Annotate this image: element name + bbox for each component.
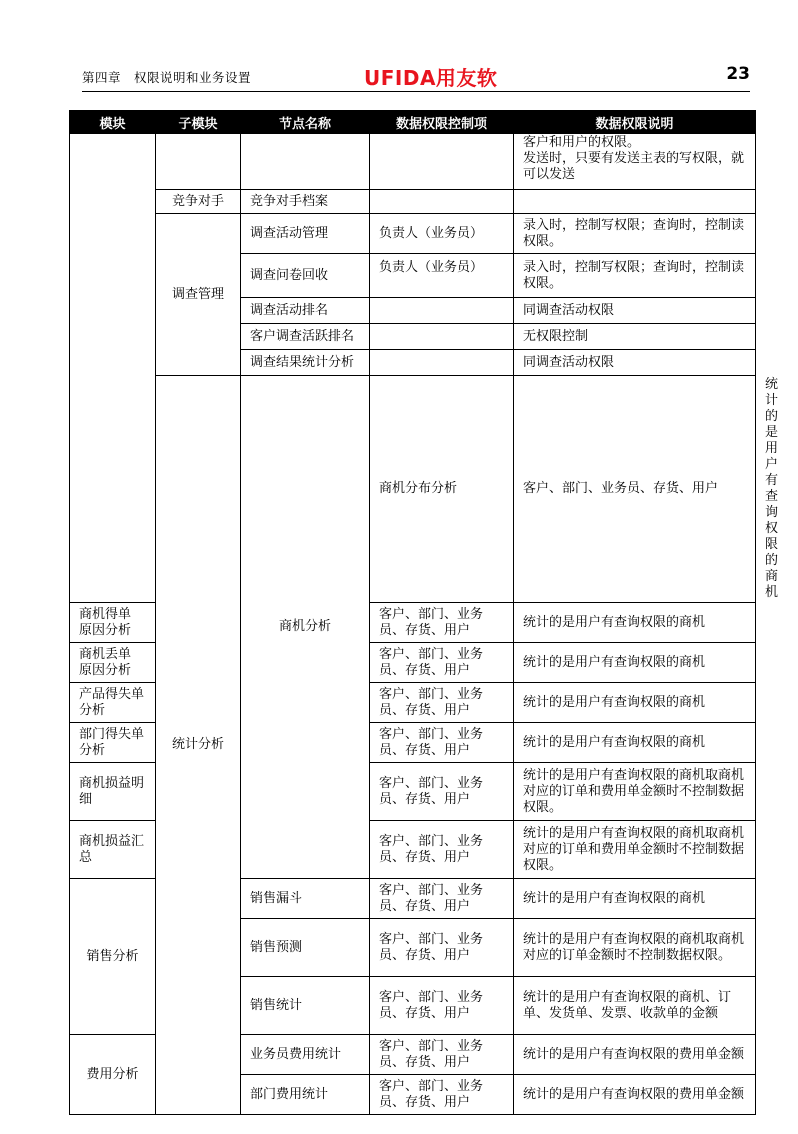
cell-node: 调查活动排名 [241,298,370,324]
cell-desc: 同调查活动权限 [514,298,756,324]
cell-desc: 统计的是用户有查询权限的商机 [514,603,756,643]
cell-submodule: 竞争对手 [156,190,241,214]
cell-desc: 录入时，控制写权限；查询时，控制读权限。 [514,254,756,298]
cell-desc: 统计的是用户有查询权限的商机、订单、发货单、发票、收款单的金额 [514,977,756,1035]
cell-node: 商机损益汇总 [70,821,156,879]
cell-desc: 统计的是用户有查询权限的商机 [514,643,756,683]
cell-submodule: 销售分析 [70,879,156,1035]
cell-desc [514,190,756,214]
cell-control: 客户、部门、业务员、存货、用户 [370,683,514,723]
cell-control [370,134,514,190]
cell-desc: 录入时，控制写权限；查询时，控制读权限。 [514,214,756,254]
table-row [70,214,756,254]
cell-desc: 统计的是用户有查询权限的商机取商机对应的订单和费用单金额时不控制数据权限。 [514,821,756,879]
cell-control: 负责人（业务员） [370,214,514,254]
cell-control [370,190,514,214]
cell-submodule: 商机分析 [241,376,370,879]
cell-node: 产品得失单分析 [70,683,156,723]
cell-node: 销售统计 [241,977,370,1035]
cell-node: 客户调查活跃排名 [241,324,370,350]
cell-desc: 无权限控制 [514,324,756,350]
cell-control: 客户、部门、业务员、存货、用户 [370,603,514,643]
cell-module: 统计分析 [156,376,241,1115]
table-header-row [70,111,756,134]
cell-desc: 统计的是用户有查询权限的费用单金额 [514,1075,756,1115]
page-header [82,62,750,90]
cell-desc: 同调查活动权限 [514,350,756,376]
col-header-control: 数据权限控制项 [370,111,514,134]
header-rule [82,91,750,92]
cell-control: 客户、部门、业务员、存货、用户 [370,977,514,1035]
cell-control: 客户、部门、业务员、存货、用户 [370,1035,514,1075]
col-header-submodule: 子模块 [156,111,241,134]
cell-desc: 客户和用户的权限。 发送时，只要有发送主表的写权限，就可以发送 [514,134,756,190]
cell-node: 商机丢单 原因分析 [70,643,156,683]
cell-desc: 统计的是用户有查询权限的商机 [514,723,756,763]
chapter-title: 第四章 权限说明和业务设置 [82,70,252,85]
cell-control [370,298,514,324]
cell-submodule: 调查管理 [156,214,241,376]
cell-submodule: 费用分析 [70,1035,156,1115]
cell-node: 业务员费用统计 [241,1035,370,1075]
cell-node [241,134,370,190]
table-row [70,134,756,190]
cell-control: 客户、部门、业务员、存货、用户 [370,723,514,763]
cell-submodule [156,134,241,190]
cell-desc: 统计的是用户有查询权限的商机取商机对应的订单和费用单金额时不控制数据权限。 [514,763,756,821]
cell-control: 客户、部门、业务员、存货、用户 [370,879,514,919]
cell-desc: 统计的是用户有查询权限的费用单金额 [514,1035,756,1075]
ufida-logo: UFIDA用友软 [364,66,498,90]
cell-control: 客户、部门、业务员、存货、用户 [370,919,514,977]
cell-node: 调查问卷回收 [241,254,370,298]
cell-node: 调查结果统计分析 [241,350,370,376]
cell-control: 负责人（业务员） [370,254,514,298]
cell-module-empty [70,134,156,603]
cell-node: 商机得单 原因分析 [70,603,156,643]
cell-desc: 统计的是用户有查询权限的商机 [514,879,756,919]
cell-control: 客户、部门、业务员、存货、用户 [370,763,514,821]
cell-node: 调查活动管理 [241,214,370,254]
cell-control: 客户、部门、业务员、存货、用户 [370,643,514,683]
cell-control: 客户、部门、业务员、存货、用户 [514,376,756,603]
cell-node: 销售漏斗 [241,879,370,919]
cell-node: 竞争对手档案 [241,190,370,214]
col-header-desc: 数据权限说明 [514,111,756,134]
permission-table [69,110,779,1115]
page-number: 23 [726,64,750,84]
col-header-node: 节点名称 [241,111,370,134]
col-header-module: 模块 [70,111,156,134]
cell-node: 商机分布分析 [370,376,514,603]
cell-node: 部门得失单分析 [70,723,156,763]
table-row [70,190,756,214]
cell-node: 商机损益明细 [70,763,156,821]
table-row: 统计分析 商机分析 商机分布分析 客户、部门、业务员、存货、用户 统计的是用户有查询权限的商机 [70,376,756,603]
cell-control [370,350,514,376]
cell-desc: 统计的是用户有查询权限的商机取商机对应的订单金额时不控制数据权限。 [514,919,756,977]
cell-node: 部门费用统计 [241,1075,370,1115]
cell-control: 客户、部门、业务员、存货、用户 [370,1075,514,1115]
cell-control: 客户、部门、业务员、存货、用户 [370,821,514,879]
cell-desc: 统计的是用户有查询权限的商机 [514,683,756,723]
cell-control [370,324,514,350]
cell-node: 销售预测 [241,919,370,977]
